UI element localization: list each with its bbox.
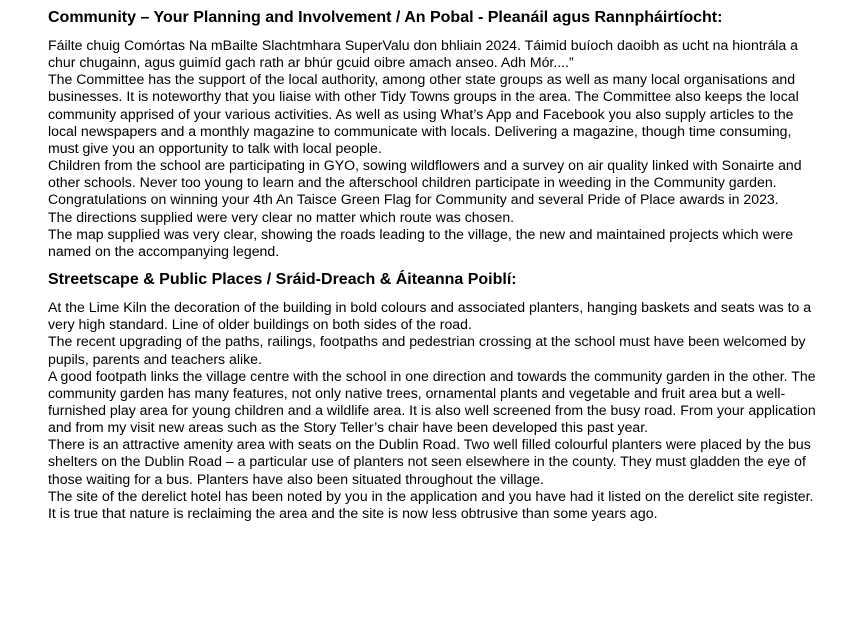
paragraph: The directions supplied were very clear no matter which route was chosen. xyxy=(48,208,515,225)
paragraph: Fáilte chuig Comórtas Na mBailte Slachtmhara SuperValu don bhliain 2024. Táimid buíoch daoibh as ucht na hiontrála a chur chugainn, agus guimíd gach rath ar bhúr gcuid oibre amach anseo. Adh Mór....” xyxy=(48,37,799,71)
paragraph: There is an attractive amenity area with seats on the Dublin Road. Two well filled colourful planters were placed by the bus shelters on the Dublin Road – a particular use of planters not seen elsewhere in the county. They must gladden the eye of those waiting for a bus. Planters have also been situated throughout the village. xyxy=(48,436,811,487)
paragraph: The recent upgrading of the paths, railings, footpaths and pedestrian crossing at the school must have been welcomed by pupils, parents and teachers alike. xyxy=(48,333,806,367)
paragraph: A good footpath links the village centre with the school in one direction and towards the community garden in the other. The community garden has many features, not only native trees, ornamental plants and vegetable and fruit area but a well-furnished play area for young children and a wildlife area. It is also well screened from the busy road. From your application and from my visit new areas such as the Story Teller’s chair have been developed this past year. xyxy=(48,367,816,436)
section-body-community xyxy=(48,37,823,260)
section-body-streetscape xyxy=(48,299,823,522)
section-heading-community: Community – Your Planning and Involvement / An Pobal - Pleanáil agus Rannpháirtíocht: xyxy=(48,9,723,26)
paragraph: The map supplied was very clear, showing the roads leading to the village, the new and maintained projects which were named on the accompanying legend. xyxy=(48,225,794,259)
section-heading-streetscape: Streetscape & Public Places / Sráid-Dreach & Áiteanna Poiblí: xyxy=(48,271,517,289)
paragraph: The site of the derelict hotel has been noted by you in the application and you have had it listed on the derelict site register. It is true that nature is reclaiming the area and the site is now less obtrusive than some years ago. xyxy=(48,487,814,521)
paragraph: Children from the school are participating in GYO, sowing wildflowers and a survey on air quality linked with Sonairte and other schools. Never too young to learn and the afterschool children participate in weeding in the Community garden. xyxy=(48,157,802,191)
paragraph: Congratulations on winning your 4th An Taisce Green Flag for Community and several Pride of Place awards in 2023. xyxy=(48,191,779,208)
paragraph: At the Lime Kiln the decoration of the building in bold colours and associated planters, hanging baskets and seats was to a very high standard. Line of older buildings on both sides of the road. xyxy=(48,299,812,333)
paragraph: The Committee has the support of the local authority, among other state groups as well as many local organisations and businesses. It is noteworthy that you liaise with other Tidy Towns groups in the area. The Committee also keeps the local community apprised of your various activities. As well as using What’s App and Facebook you also supply articles to the local newspapers and a monthly magazine to communicate with locals. Delivering a magazine, though time consuming, must give you an opportunity to talk with local people. xyxy=(48,71,799,156)
